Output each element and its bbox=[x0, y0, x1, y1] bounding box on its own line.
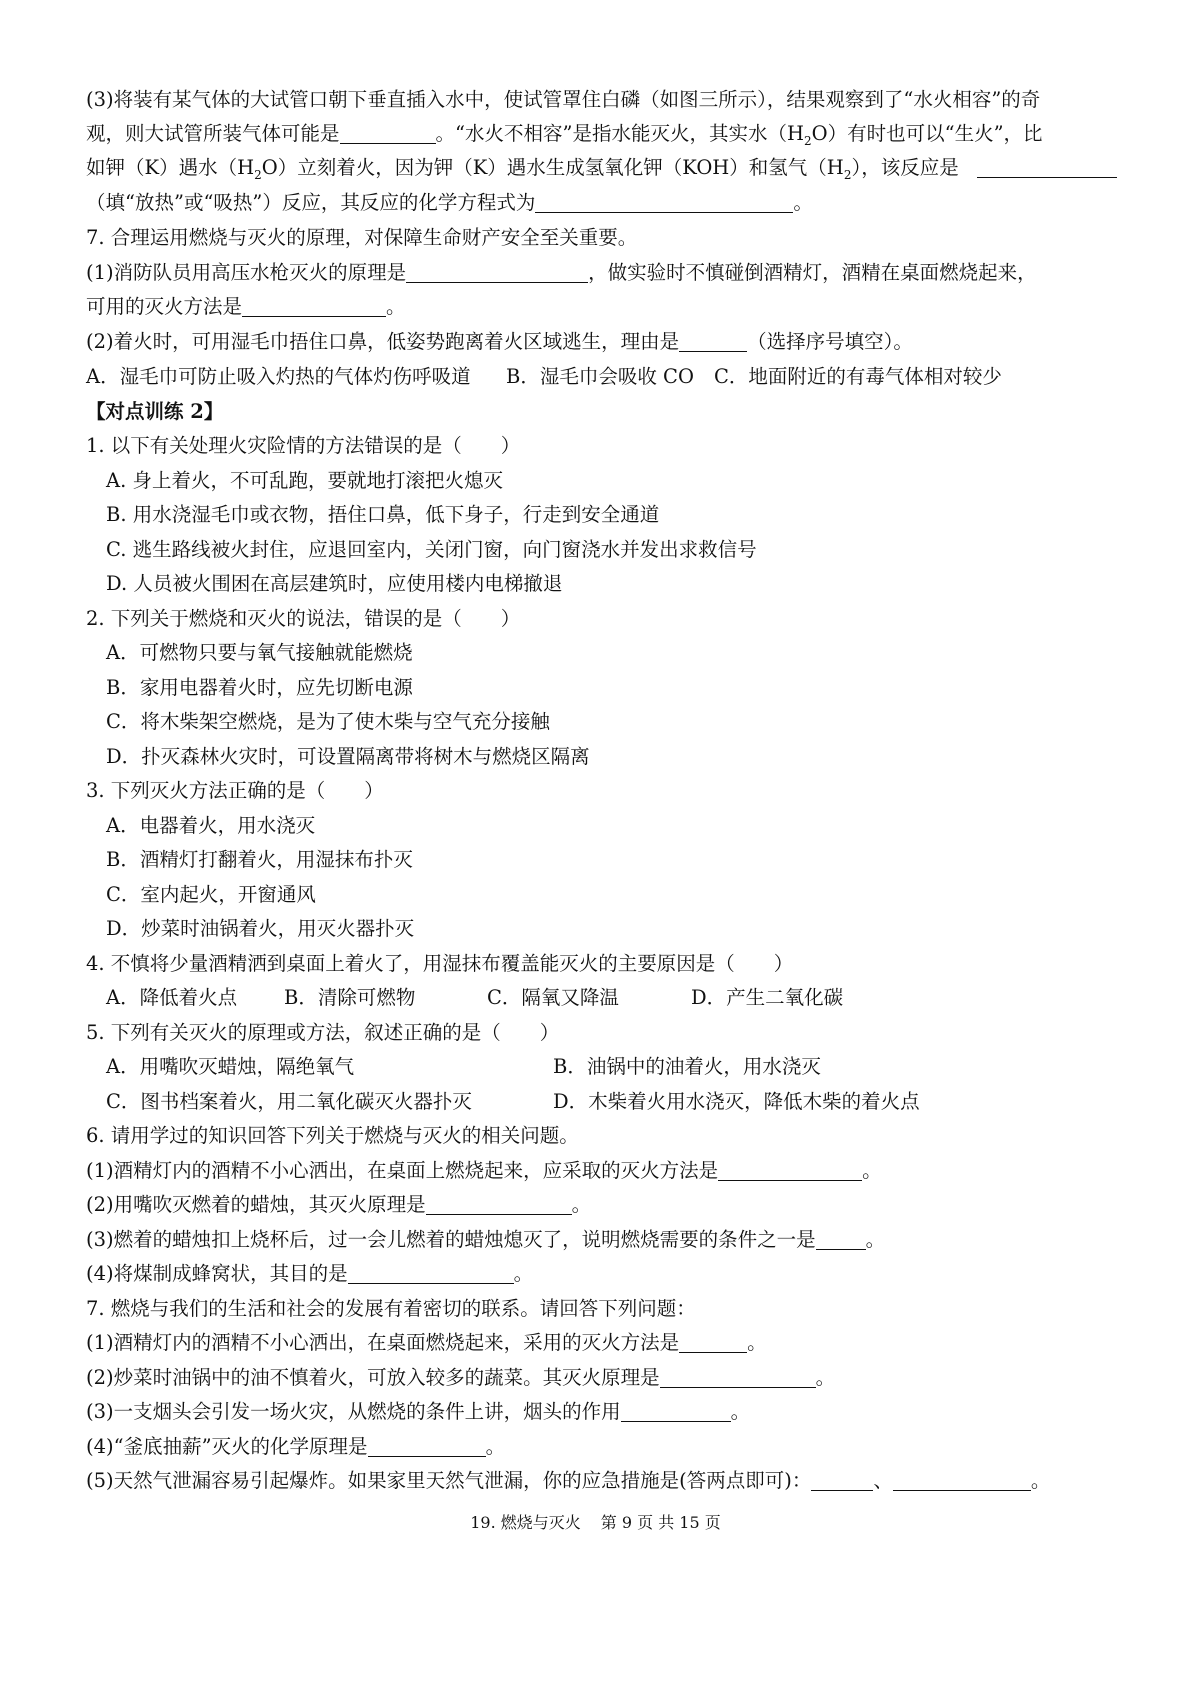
option-a[interactable]: A．湿毛巾可防止吸入灼热的气体灼伤呼吸道 bbox=[86, 365, 471, 388]
option-b[interactable]: B．家用电器着火时，应先切断电源 bbox=[106, 676, 413, 699]
answer-blank[interactable] bbox=[811, 1470, 873, 1491]
option-a[interactable]: A．降低着火点 bbox=[106, 986, 238, 1009]
text-line: (2)炒菜时油锅中的油不慎着火，可放入较多的蔬菜。其灭火原理是 。 bbox=[86, 1366, 836, 1389]
question-title: 7. 燃烧与我们的生活和社会的发展有着密切的联系。请回答下列问题： bbox=[86, 1297, 696, 1320]
text-line: （填“放热”或“吸热”）反应，其反应的化学方程式为 。 bbox=[86, 191, 813, 214]
option-a[interactable]: A．电器着火，用水浇灭 bbox=[106, 814, 316, 837]
answer-blank[interactable] bbox=[679, 331, 747, 352]
question-title: 1. 以下有关处理火灾险情的方法错误的是（ ） bbox=[86, 434, 521, 457]
option-d[interactable]: D．扑灭森林火灾时，可设置隔离带将树木与燃烧区隔离 bbox=[106, 745, 590, 768]
answer-blank[interactable] bbox=[621, 1401, 731, 1422]
page-footer bbox=[0, 1510, 1191, 1533]
section-heading: 【对点训练 2】 bbox=[86, 400, 224, 423]
text-line: (5)天然气泄漏容易引起爆炸。如果家里天然气泄漏，你的应急措施是(答两点即可)： 、 。 bbox=[86, 1469, 1051, 1492]
option-c[interactable]: C．将木柴架空燃烧，是为了使木柴与空气充分接触 bbox=[106, 710, 550, 733]
text-line: (1)酒精灯内的酒精不小心洒出，在桌面上燃烧起来，应采取的灭火方法是 。 bbox=[86, 1159, 882, 1182]
option-c[interactable]: C．隔氧又降温 bbox=[487, 986, 619, 1009]
answer-blank[interactable] bbox=[348, 1263, 514, 1284]
text-line: 观，则大试管所装气体可能是 。“水火不相容”是指水能灭火，其实水$(H_2O)$有时也可以“生火”，比 bbox=[86, 122, 1043, 148]
answer-blank[interactable] bbox=[977, 157, 1117, 178]
answer-blank[interactable] bbox=[893, 1470, 1031, 1491]
option-row bbox=[106, 1090, 1113, 1113]
text-line: 如钾（K）遇水$(H_2O)$立刻着火，因为钾（K）遇水生成氢氧化钾（KOH）和氢气$(H_2)$，该反应是 bbox=[86, 156, 1113, 182]
question-title: 6. 请用学过的知识回答下列关于燃烧与灭火的相关问题。 bbox=[86, 1124, 579, 1147]
option-d[interactable]: D．炒菜时油锅着火，用灭火器扑灭 bbox=[106, 917, 415, 940]
text-line: (4)“釜底抽薪”灭火的化学原理是 。 bbox=[86, 1435, 506, 1458]
option-b[interactable]: B. 用水浇湿毛巾或衣物，捂住口鼻，低下身子，行走到安全通道 bbox=[106, 503, 660, 526]
option-d[interactable]: D．木柴着火用水浇灭，降低木柴的着火点 bbox=[553, 1090, 920, 1113]
text-line: (4)将煤制成蜂窝状，其目的是 。 bbox=[86, 1262, 534, 1285]
question-title: 2. 下列关于燃烧和灭火的说法，错误的是（ ） bbox=[86, 607, 521, 630]
option-c[interactable]: C．图书档案着火，用二氧化碳灭火器扑灭 bbox=[106, 1090, 472, 1113]
answer-blank[interactable] bbox=[368, 1436, 486, 1457]
option-c[interactable]: C. 逃生路线被火封住，应退回室内，关闭门窗，向门窗浇水并发出求救信号 bbox=[106, 538, 757, 561]
text-line: (3)一支烟头会引发一场火灾，从燃烧的条件上讲，烟头的作用 。 bbox=[86, 1400, 751, 1423]
answer-blank[interactable] bbox=[426, 1194, 572, 1215]
answer-blank[interactable] bbox=[406, 262, 588, 283]
option-a[interactable]: A．用嘴吹灭蜡烛，隔绝氧气 bbox=[106, 1055, 355, 1078]
answer-blank[interactable] bbox=[816, 1229, 866, 1250]
text-line: (1)消防队员用高压水枪灭火的原理是 ，做实验时不慎碰倒酒精灯，酒精在桌面燃烧起来， bbox=[86, 261, 1037, 284]
question-title: 3. 下列灭火方法正确的是（ ） bbox=[86, 779, 384, 802]
option-b[interactable]: B．油锅中的油着火，用水浇灭 bbox=[553, 1055, 821, 1078]
option-row bbox=[106, 1055, 1113, 1078]
option-c[interactable]: C．室内起火，开窗通风 bbox=[106, 883, 316, 906]
option-b[interactable]: B．酒精灯打翻着火，用湿抹布扑灭 bbox=[106, 848, 413, 871]
option-a[interactable]: A. 身上着火，不可乱跑，要就地打滚把火熄灭 bbox=[106, 469, 503, 492]
footer-page-number: 第 9 页 共 15 页 bbox=[600, 1513, 721, 1532]
option-d[interactable]: D．产生二氧化碳 bbox=[691, 986, 844, 1009]
option-row bbox=[86, 365, 1113, 388]
answer-blank[interactable] bbox=[340, 123, 436, 144]
text-line: 可用的灭火方法是 。 bbox=[86, 295, 406, 318]
answer-blank[interactable] bbox=[660, 1367, 816, 1388]
text-line: (1)酒精灯内的酒精不小心洒出，在桌面燃烧起来，采用的灭火方法是 。 bbox=[86, 1331, 767, 1354]
footer-chapter: 19. 燃烧与灭火 bbox=[470, 1513, 581, 1532]
option-b[interactable]: B．清除可燃物 bbox=[284, 986, 416, 1009]
option-c[interactable]: C．地面附近的有毒气体相对较少 bbox=[714, 365, 1002, 388]
question-title: 7. 合理运用燃烧与灭火的原理，对保障生命财产安全至关重要。 bbox=[86, 226, 638, 249]
answer-blank[interactable] bbox=[242, 296, 386, 317]
option-a[interactable]: A．可燃物只要与氧气接触就能燃烧 bbox=[106, 641, 413, 664]
option-row bbox=[106, 986, 1113, 1009]
answer-blank[interactable] bbox=[718, 1160, 862, 1181]
text-line: (2)着火时，可用湿毛巾捂住口鼻，低姿势跑离着火区域逃生，理由是 （选择序号填空）。 bbox=[86, 330, 913, 353]
question-title: 5. 下列有关灭火的原理或方法，叙述正确的是（ ） bbox=[86, 1021, 560, 1044]
text-line: (2)用嘴吹灭燃着的蜡烛，其灭火原理是 。 bbox=[86, 1193, 592, 1216]
text-line: (3)将装有某气体的大试管口朝下垂直插入水中，使试管罩住白磷（如图三所示），结果观察到了“水火相容”的奇 bbox=[86, 88, 1041, 111]
question-title: 4. 不慎将少量酒精洒到桌面上着火了，用湿抹布覆盖能灭火的主要原因是（ ） bbox=[86, 952, 794, 975]
answer-blank[interactable] bbox=[679, 1332, 747, 1353]
option-d[interactable]: D. 人员被火围困在高层建筑时，应使用楼内电梯撤退 bbox=[106, 572, 563, 595]
text-line: (3)燃着的蜡烛扣上烧杯后，过一会儿燃着的蜡烛熄灭了，说明燃烧需要的条件之一是 。 bbox=[86, 1228, 886, 1251]
answer-blank[interactable] bbox=[535, 192, 793, 213]
option-b[interactable]: B．湿毛巾会吸收 CO bbox=[506, 365, 694, 388]
